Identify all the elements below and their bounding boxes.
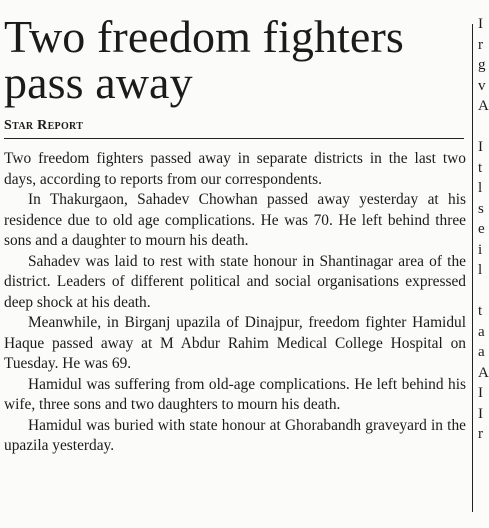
paragraph: Sahadev was laid to rest with state honour in Shantinagar area of the district. Leaders of different political and social organisations expressed deep shock at his death. (4, 252, 466, 311)
fragment-line: t (478, 159, 483, 176)
column-divider (472, 24, 473, 512)
article-body (4, 149, 466, 457)
fragment-line: l (478, 180, 483, 196)
fragment-line (478, 281, 487, 302)
fragment-line: e (478, 221, 485, 237)
paragraph: Hamidul was suffering from old-age complications. He left behind his wife, three sons and two daughters to mourn his death. (4, 375, 466, 413)
fragment-line: a (478, 344, 485, 360)
paragraph: Hamidul was buried with state honour at Ghorabandh graveyard in the upazila yesterday. (4, 416, 466, 454)
article (4, 11, 466, 457)
paragraph: Two freedom fighters passed away in separate districts in the last two days, according to reports from our correspondents. (4, 150, 466, 188)
fragment-line: I (478, 405, 483, 422)
fragment-line: s (478, 200, 484, 217)
fragment-line: r (478, 36, 483, 53)
fragment-line: I (478, 16, 483, 32)
adjacent-column-fragment (478, 14, 487, 445)
headline: Two freedom fighters pass away (4, 11, 404, 108)
fragment-line: v (478, 77, 486, 94)
fragment-line: A (478, 364, 489, 381)
fragment-line: g (478, 57, 486, 73)
fragment-line: l (478, 262, 483, 278)
paragraph: In Thakurgaon, Sahadev Chowhan passed away yesterday at his residence due to old age complications. He was 70. He left behind three sons and a daughter to mourn his death. (4, 191, 466, 249)
fragment-line: r (478, 426, 483, 442)
fragment-line: A (478, 98, 489, 114)
byline-divider (4, 138, 464, 139)
fragment-line: I (478, 139, 483, 155)
fragment-line: a (478, 323, 485, 340)
fragment-line (478, 117, 487, 138)
fragment-line: i (478, 241, 483, 258)
fragment-line: I (478, 385, 483, 401)
byline: Star Report (4, 118, 84, 133)
fragment-line: t (478, 303, 483, 319)
paragraph: Meanwhile, in Birganj upazila of Dinajpur, freedom fighter Hamidul Haque passed away at M Abdur Rahim Medical College Hospital on Tuesday. He was 69. (4, 314, 466, 372)
